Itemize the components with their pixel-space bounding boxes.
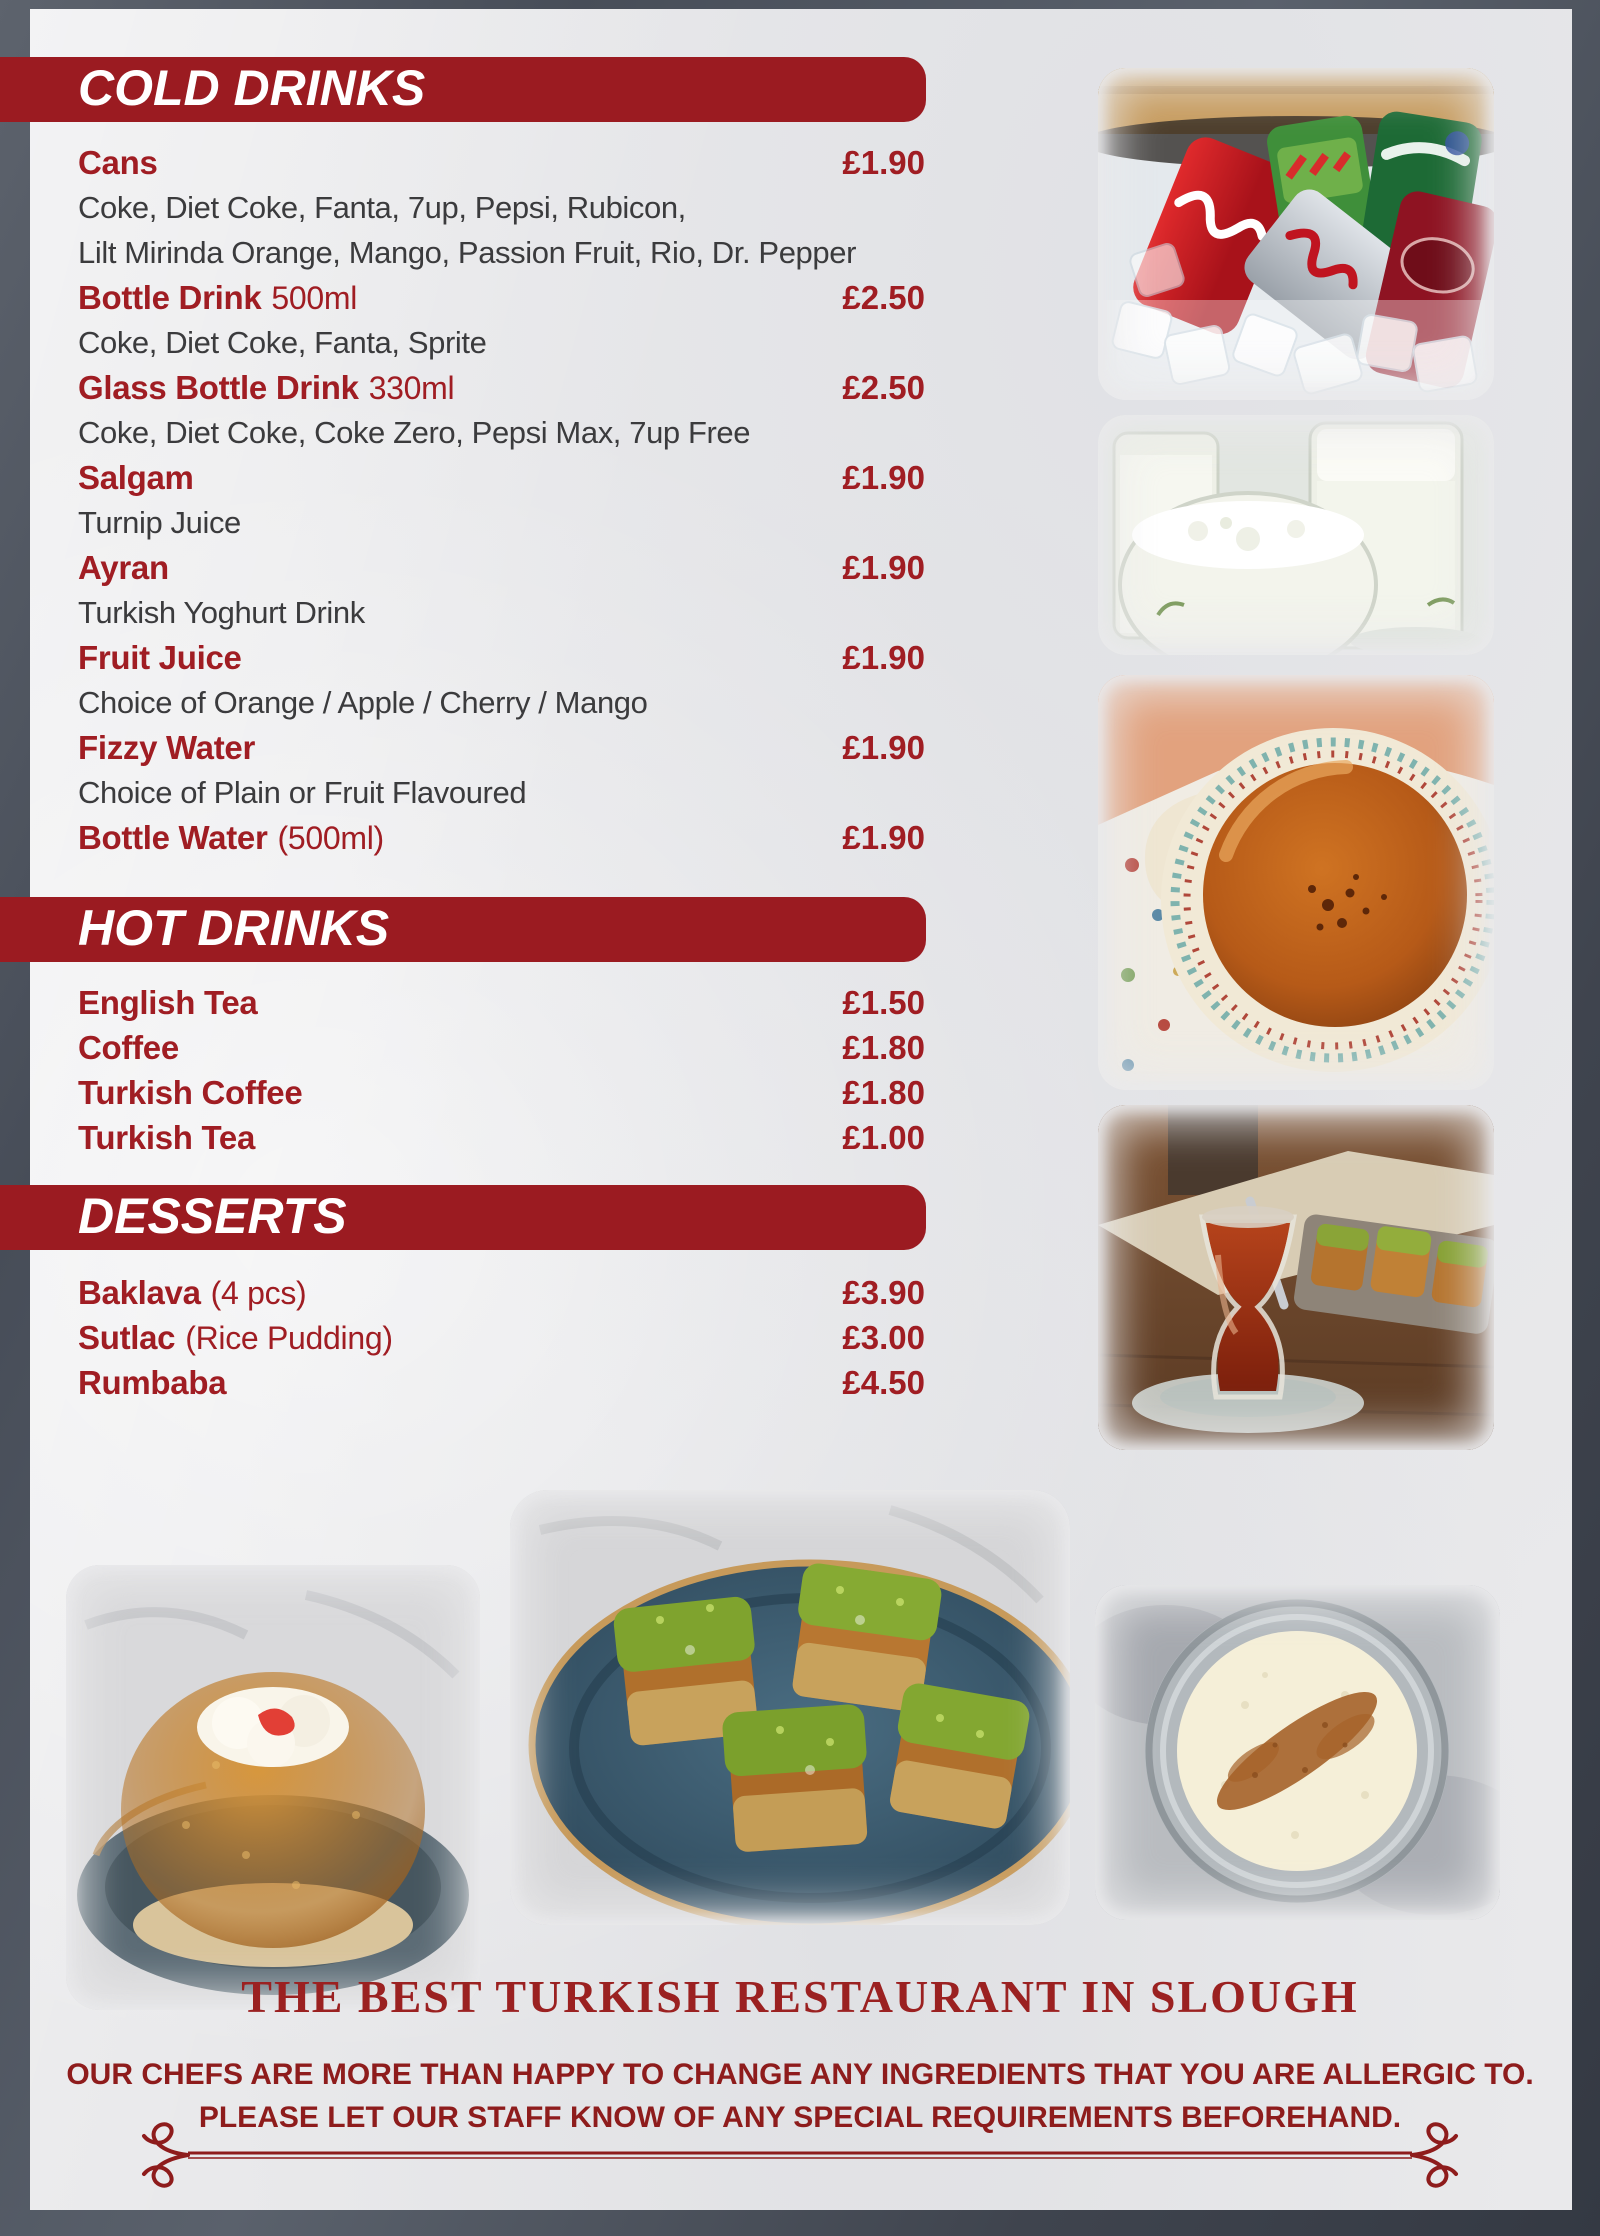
item-description: Lilt Mirinda Orange, Mango, Passion Fruit, Rio, Dr. Pepper [78,235,856,270]
item-price: £1.50 [842,984,925,1021]
menu-item-row [78,140,925,185]
item-name: Coffee [78,1029,179,1066]
menu-item-row [78,1315,925,1360]
item-price: £3.00 [842,1319,925,1356]
hot-drinks-list [78,980,925,1160]
item-price: £1.90 [842,549,925,586]
cold-drinks-list [78,140,925,860]
item-price: £1.80 [842,1074,925,1111]
allergy-note-line1: OUR CHEFS ARE MORE THAN HAPPY TO CHANGE ANY INGREDIENTS THAT YOU ARE ALLERGIC TO. [66,2058,1534,2091]
item-description: Choice of Plain or Fruit Flavoured [78,775,527,810]
section-title: HOT DRINKS [78,900,390,956]
turkish-tea-glass-with-baklava-photo [1098,1105,1494,1450]
item-name: Fruit Juice [78,639,242,676]
sutlac-rice-pudding-photo [1095,1585,1500,1920]
menu-item-row [78,545,925,590]
item-price: £1.80 [842,1029,925,1066]
item-name: Ayran [78,549,169,586]
item-description: Coke, Diet Coke, Coke Zero, Pepsi Max, 7up Free [78,415,751,450]
item-price: £1.90 [842,144,925,181]
menu-item-row [78,275,925,320]
item-name: Salgam [78,459,194,496]
section-header-cold-drinks [0,57,926,122]
item-name: Bottle Drink [78,279,262,316]
item-size: (Rice Pudding) [185,1320,393,1356]
section-header-hot-drinks [0,897,926,962]
section-header-desserts [0,1185,926,1250]
menu-item-row [78,815,925,860]
soda-cans-on-ice-photo [1098,68,1494,400]
ayran-glasses-photo [1098,415,1494,655]
item-size: 330ml [368,370,455,406]
item-price: £1.90 [842,819,925,856]
item-name: Baklava [78,1274,201,1311]
turkish-coffee-cup-photo [1098,675,1494,1090]
item-name: Cans [78,144,158,181]
item-price: £1.90 [842,729,925,766]
menu-item-row [78,1070,925,1115]
item-size: (4 pcs) [210,1275,307,1311]
item-price: £1.90 [842,459,925,496]
menu-item-row [78,725,925,770]
menu-item-row [78,1360,925,1405]
menu-item-row [78,455,925,500]
item-price: £4.50 [842,1364,925,1401]
item-size: 500ml [271,280,358,316]
item-description: Turnip Juice [78,505,241,540]
item-price: £2.50 [842,369,925,406]
item-name: Bottle Water [78,819,268,856]
item-name: Turkish Coffee [78,1074,303,1111]
item-name: Fizzy Water [78,729,256,766]
item-description: Coke, Diet Coke, Fanta, Sprite [78,325,487,360]
menu-item-row [78,365,925,410]
item-size: (500ml) [277,820,384,856]
item-price: £1.90 [842,639,925,676]
restaurant-tagline: THE BEST TURKISH RESTAURANT IN SLOUGH [241,1971,1359,2022]
allergy-note-line2: PLEASE LET OUR STAFF KNOW OF ANY SPECIAL REQUIREMENTS BEFOREHAND. [198,2101,1402,2134]
rumbaba-dessert-photo [66,1565,480,2010]
item-price: £2.50 [842,279,925,316]
item-name: Rumbaba [78,1364,227,1401]
item-price: £3.90 [842,1274,925,1311]
section-title: COLD DRINKS [78,60,426,116]
item-name: Glass Bottle Drink [78,369,359,406]
item-name: English Tea [78,984,258,1021]
divider-flourish [130,2116,1470,2192]
section-title: DESSERTS [78,1188,347,1244]
item-price: £1.00 [842,1119,925,1156]
menu-item-row [78,980,925,1025]
menu-item-row [78,1115,925,1160]
item-description: Choice of Orange / Apple / Cherry / Mango [78,685,648,720]
pistachio-baklava-plate-photo [510,1490,1070,1925]
desserts-list [78,1270,925,1405]
item-name: Sutlac [78,1319,176,1356]
item-description: Coke, Diet Coke, Fanta, 7up, Pepsi, Rubicon, [78,190,686,225]
item-description: Turkish Yoghurt Drink [78,595,365,630]
menu-item-row [78,635,925,680]
item-name: Turkish Tea [78,1119,256,1156]
menu-item-row [78,1270,925,1315]
menu-item-row [78,1025,925,1070]
